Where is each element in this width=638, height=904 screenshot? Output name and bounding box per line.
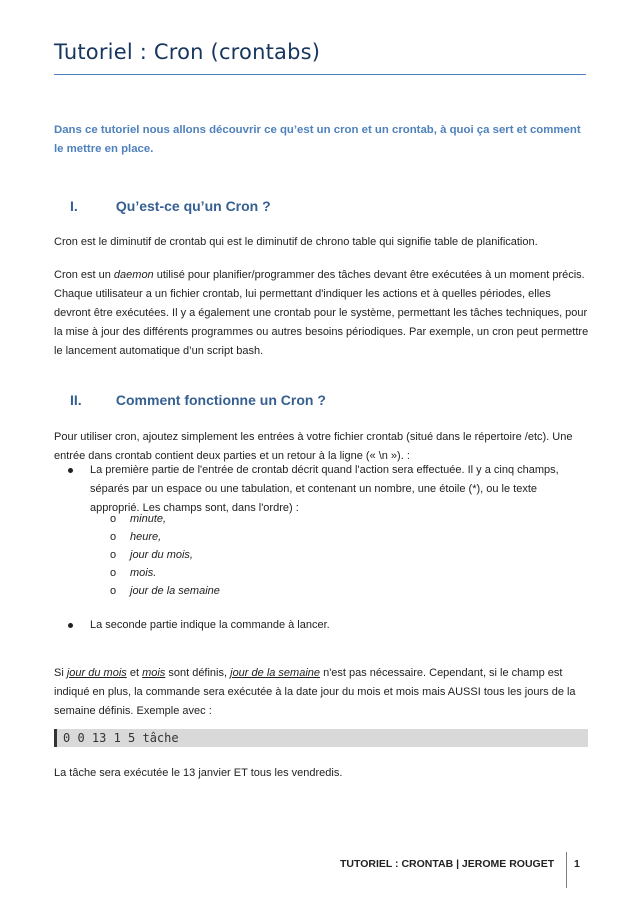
footer-text: TUTORIEL : CRONTAB | JEROME ROUGET	[340, 858, 555, 870]
circle-bullet-icon: o	[110, 531, 117, 543]
section2-paragraph2	[54, 664, 590, 721]
title-divider	[54, 74, 586, 75]
sub-list-item	[110, 546, 220, 564]
section2-paragraph3: La tâche sera exécutée le 13 janvier ET tous les vendredis.	[54, 767, 343, 779]
p2-underlined-term: mois	[142, 667, 166, 679]
bullet-dot-icon	[68, 468, 73, 473]
sub-list-item	[110, 582, 220, 600]
section1-p2-text-before: Cron est un	[54, 269, 114, 281]
section2-paragraph1: Pour utiliser cron, ajoutez simplement les entrées à votre fichier crontab (situé dans le répertoire /etc). Une entrée dans crontab contient deux parties et un retour à la ligne (« \n »). :	[54, 431, 573, 462]
section2-heading	[70, 392, 326, 408]
circle-bullet-icon: o	[110, 549, 117, 561]
bullet-list-2	[66, 616, 586, 635]
intro-paragraph: Dans ce tutoriel nous allons découvrir ce qu’est un cron et un crontab, à quoi ça sert et comment le mettre en place.	[54, 124, 581, 155]
circle-bullet-icon: o	[110, 567, 117, 579]
bullet-item-2	[66, 616, 586, 635]
field-jour-de-la-semaine: jour de la semaine	[130, 585, 220, 597]
p2-text: Si	[54, 667, 67, 679]
footer-separator	[566, 852, 567, 888]
sub-list-item	[110, 510, 220, 528]
p2-underlined-term: jour du mois	[66, 667, 127, 679]
p2-text: sont définis,	[165, 667, 231, 679]
field-heure: heure,	[130, 531, 162, 543]
circle-bullet-icon: o	[110, 585, 117, 597]
bullet-dot-icon	[68, 623, 73, 628]
page-number: 1	[574, 858, 580, 870]
section2-number: II.	[70, 392, 82, 408]
field-sublist	[110, 510, 220, 600]
section1-p2-text-after: utilisé pour planifier/programmer des tâches devant être exécutées à un moment précis. Chaque utilisateur a un fichier crontab, lui permettant d'indiquer les actions et à quelles périodes, elles devront être exécutées. Il y a également une crontab pour le système, permettant les tâches techniques, pour la mise à jour des différents programmes ou autres besoins périodiques. Par exemple, un cron peut permettre le lancement automatique d’un script bash.	[54, 269, 589, 357]
section1-p2-italic: daemon	[113, 269, 154, 281]
document-title: Tutoriel : Cron (crontabs)	[54, 40, 321, 64]
circle-bullet-icon: o	[110, 513, 117, 525]
field-mois: mois.	[130, 567, 157, 579]
section1-paragraph1: Cron est le diminutif de crontab qui est le diminutif de chrono table qui signifie table de planification.	[54, 236, 538, 248]
bullet-item-2-text: La seconde partie indique la commande à lancer.	[90, 619, 330, 631]
code-block: 0 0 13 1 5 tâche	[54, 729, 588, 747]
section1-paragraph2	[54, 266, 590, 361]
section2-title: Comment fonctionne un Cron ?	[115, 392, 326, 408]
p2-text: n'est pas nécessaire. Cependant, si le champ est indiqué en plus, la commande sera exécutée à la date jour du mois et mois mais AUSSI tous les jours de la semaine définis. Exemple avec :	[54, 667, 576, 717]
sub-list-item	[110, 564, 220, 582]
section1-title: Qu’est-ce qu’un Cron ?	[115, 198, 271, 214]
field-jour-du-mois: jour du mois,	[130, 549, 193, 561]
sub-list-item	[110, 528, 220, 546]
section1-number: I.	[70, 198, 78, 214]
p2-text: et	[126, 667, 143, 679]
bullet-item-1-text: La première partie de l'entrée de crontab décrit quand l'action sera effectuée. Il y a cinq champs, séparés par un espace ou une tabulation, et contenant un nombre, une étoile (*), ou le texte approprié. Les champs sont, dans l'ordre) :	[90, 464, 559, 514]
section1-heading	[70, 198, 271, 214]
field-minute: minute,	[130, 513, 167, 525]
p2-underlined-term: jour de la semaine	[230, 667, 321, 679]
